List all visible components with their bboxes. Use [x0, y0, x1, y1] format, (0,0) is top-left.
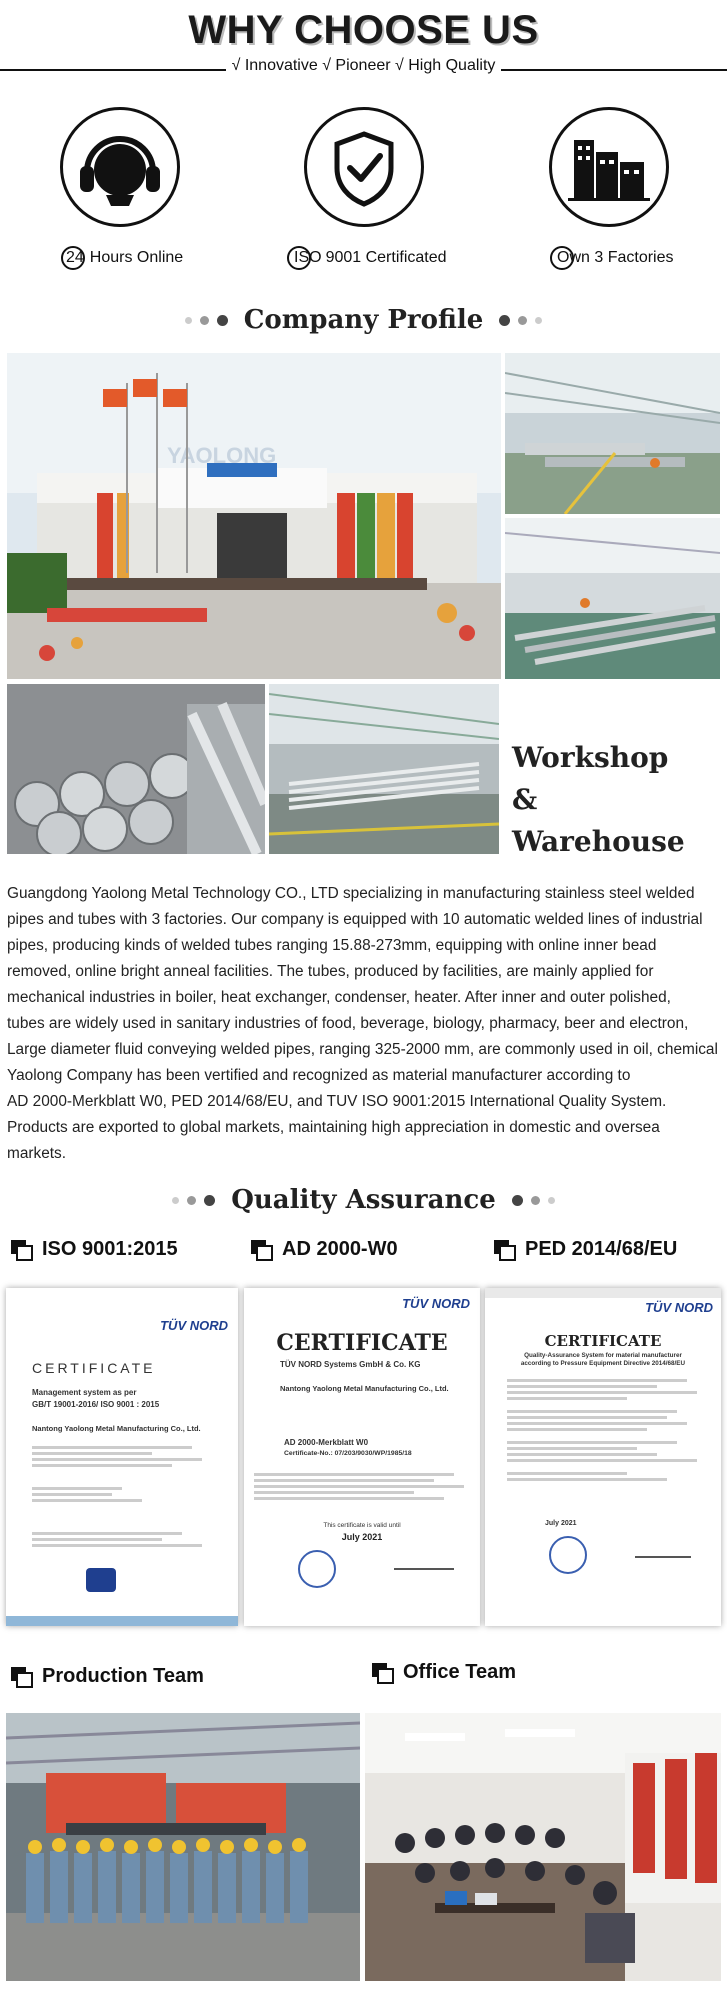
feature-label-online: 24 Hours Online — [61, 246, 183, 270]
cert-line: Nantong Yaolong Metal Manufacturing Co., Ltd. — [280, 1384, 449, 1393]
workshop-photo-1 — [505, 353, 720, 514]
feature-label-iso: ISO 9001 Certificated — [287, 246, 447, 270]
document-icon — [250, 1239, 274, 1261]
page-title: WHY CHOOSE US — [188, 8, 539, 52]
tuv-seal — [298, 1550, 336, 1588]
tuv-nord-logo: TÜV NORD — [160, 1318, 228, 1333]
cert-line: TÜV NORD Systems GmbH & Co. KG — [280, 1360, 421, 1369]
iaf-logo — [86, 1568, 116, 1592]
shield-check-icon — [307, 110, 421, 224]
company-profile-heading: Company Profile — [0, 300, 727, 340]
certificate-ad2000 — [244, 1288, 480, 1626]
cert-line: AD 2000-Merkblatt W0 — [284, 1438, 369, 1447]
document-icon — [10, 1239, 34, 1261]
quality-assurance-heading: Quality Assurance — [0, 1180, 727, 1220]
cert-line: This certificate is valid until — [323, 1522, 401, 1529]
office-team-heading: Office Team — [371, 1661, 516, 1684]
cert-heading-ped: PED 2014/68/EU — [493, 1238, 677, 1261]
signature-line — [394, 1568, 454, 1570]
cert-heading-ad2000: AD 2000-W0 — [250, 1238, 398, 1261]
signature-line — [635, 1556, 691, 1558]
headset-icon — [63, 110, 177, 224]
certificate-title: CERTIFICATE — [32, 1360, 156, 1376]
cert-line: GB/T 19001-2016/ ISO 9001 : 2015 — [32, 1400, 160, 1409]
workshop-warehouse-caption: Workshop & Warehouse — [512, 741, 685, 858]
tuv-nord-logo: TÜV NORD — [645, 1300, 713, 1315]
certificate-ped — [485, 1288, 721, 1626]
feature-circle-online — [60, 107, 180, 227]
company-building-photo — [7, 353, 501, 679]
document-icon — [493, 1239, 517, 1261]
pipes-stack-photo — [7, 684, 265, 854]
document-icon — [371, 1662, 395, 1684]
document-icon — [10, 1666, 34, 1688]
cert-line: Certificate-No.: 07/203/9030/WP/1985/18 — [284, 1450, 412, 1457]
feature-circle-factories — [549, 107, 669, 227]
production-team-heading: Production Team — [10, 1665, 204, 1688]
company-description: Guangdong Yaolong Metal Technology CO., LTD specializing in manufacturing stainless steel welded pipes and tubes with 3 factories. Our company is equipped with 10 automatic welded lines of industrial pipes, producing kinds of welded tubes ranging 15.88-273mm, equipping with online inner bead removed, online bright anneal facilities. The tubes, produced by facilities, are mainly applied for mechanical industries in boiler, heat exchanger, condenser, heater. After inner and outer polished, tubes are widely used in sanitary industries of food, beverage, biology, pharmacy, beer and electron, Large diameter fluid conveying welded pipes, ranging 325-2000 mm, are commonly used in oil, chemical Yaolong Company has been vertified and recognized as material manufacturer according to AD 2000-Merkblatt W0, PED 2014/68/EU, and TUV ISO 9001:2015 International Quality System. Products are exported to global markets, maintaining high appreciation in domestic and oversea markets. — [7, 885, 718, 1162]
sign-watermark: YAOLONG — [167, 443, 277, 468]
production-team-photo — [6, 1713, 360, 1981]
workshop-photo-2 — [505, 518, 720, 679]
cert-line: July 2021 — [545, 1520, 577, 1527]
certificate-iso-9001 — [6, 1288, 238, 1626]
warehouse-photo — [269, 684, 499, 854]
factory-buildings-icon — [552, 110, 666, 224]
cert-line: July 2021 — [341, 1532, 383, 1542]
certificate-title: CERTIFICATE — [544, 1332, 662, 1350]
feature-circle-iso — [304, 107, 424, 227]
cert-line: Management system as per — [32, 1388, 137, 1397]
certificate-title: CERTIFICATE — [276, 1330, 448, 1356]
cert-line: Nantong Yaolong Metal Manufacturing Co., Ltd. — [32, 1424, 201, 1433]
tuv-seal — [549, 1536, 587, 1574]
cert-heading-iso: ISO 9001:2015 — [10, 1238, 178, 1261]
office-team-photo — [365, 1713, 721, 1981]
feature-label-factories: O wn 3 Factories — [550, 246, 674, 270]
tuv-nord-logo: TÜV NORD — [402, 1296, 470, 1311]
cert-line: according to Pressure Equipment Directive 2014/68/EU — [520, 1360, 686, 1367]
tagline: √ Innovative √ Pioneer √ High Quality — [0, 57, 727, 75]
cert-line: Quality-Assurance System for material manufacturer — [524, 1352, 682, 1359]
